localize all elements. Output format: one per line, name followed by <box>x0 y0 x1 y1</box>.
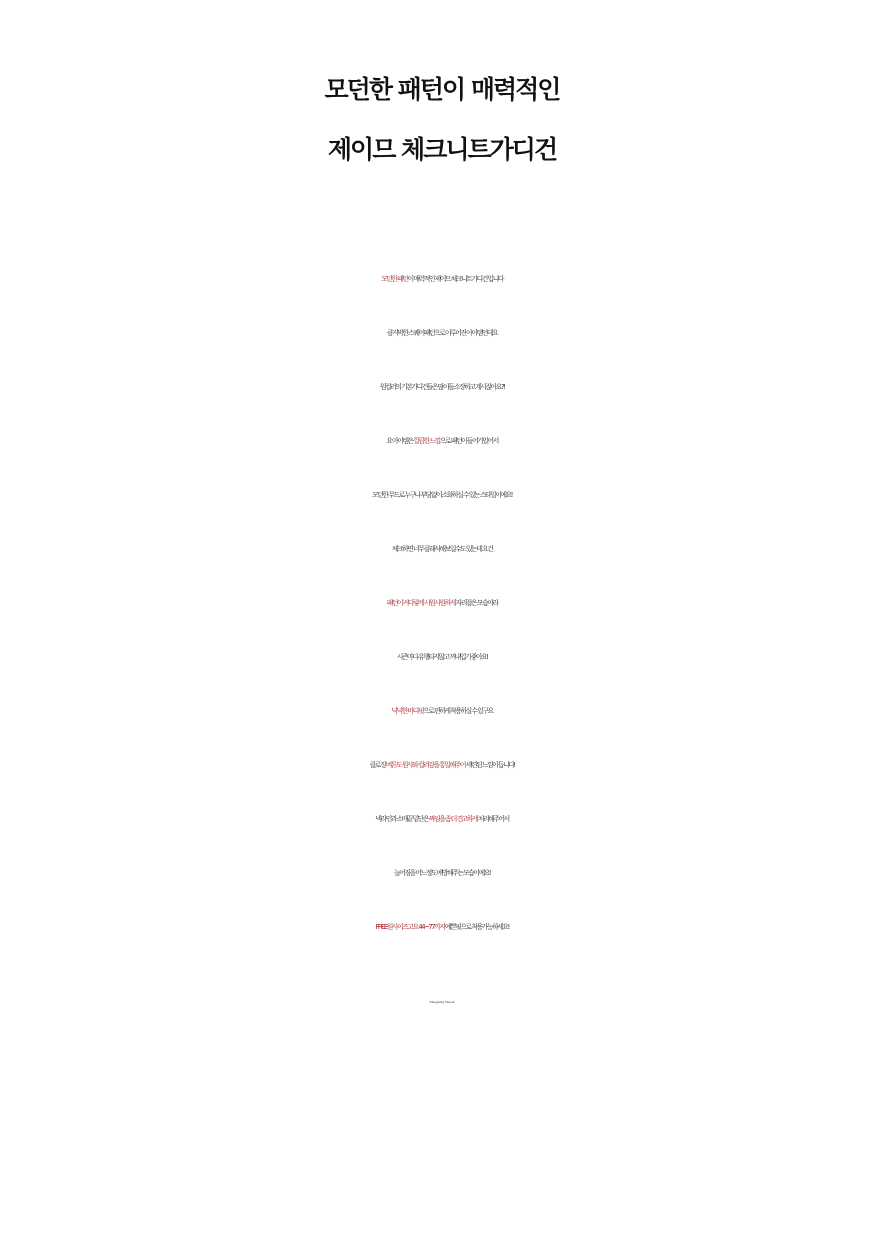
description-text: 체크하면 너무 클래식해보일수도 있는데 요건 <box>391 545 493 553</box>
description-text: 시즌마다 유행타지않고 꺼내입기 좋아요! <box>396 653 488 661</box>
description-line <box>0 420 884 474</box>
description-line <box>0 528 884 582</box>
highlighted-text: 깔끔한 느낌 <box>413 437 440 445</box>
description-line <box>0 744 884 798</box>
description-line <box>0 636 884 690</box>
description-line <box>0 582 884 636</box>
description-text: 처리해주어서 <box>477 815 509 823</box>
product-description <box>0 258 884 960</box>
description-line <box>0 690 884 744</box>
description-text: 요 아이템은 <box>386 437 414 445</box>
highlighted-text: 패턴이 커다랗게 시원시원하게 <box>386 599 455 607</box>
product-title-line-2: 제이므 체크니트가디건 <box>327 135 557 164</box>
description-text: 큼지막한 스퀘어패턴으로 이루어진 아이템인데요 <box>386 329 498 337</box>
description-text: 클로징 <box>369 761 386 769</box>
shopping-check-title: Shopping Check <box>429 1000 455 1004</box>
description-text: 원컬러의 기본가디건들은 많이들 소장하고 계시잖아요?! <box>379 383 505 391</box>
shopping-check-line <box>0 1074 884 1105</box>
description-line <box>0 798 884 852</box>
shopping-check-notice <box>0 1043 884 1136</box>
description-line <box>0 366 884 420</box>
description-text: 예쁜핏으로 착용가능하세요! <box>444 923 509 931</box>
description-text: 으로 편하게 착용하실 수 있구요 <box>423 707 493 715</box>
description-line <box>0 258 884 312</box>
description-text: 넥라인과 소매끝 밑단은 <box>375 815 429 823</box>
highlighted-text: 넉넉한 바디핏 <box>391 707 423 715</box>
description-text: 모던한 무드로 누구나 부담없이 소화하실 수 있는 스타일이예요! <box>372 491 512 499</box>
highlighted-text: 짜임을 좀 더 견고하게 <box>428 815 478 823</box>
description-line <box>0 906 884 960</box>
description-line <box>0 474 884 528</box>
highlighted-text: FREE원사이즈고요 44~77까지 <box>375 923 445 931</box>
description-text: 으로 패턴이 들어가있어서 <box>439 437 498 445</box>
shopping-check-line <box>0 1105 884 1136</box>
highlighted-text: 버튼도 원사와 컬러감을 통일해주어 <box>385 761 465 769</box>
highlighted-text: 모던한 패턴 <box>381 275 408 283</box>
description-text: 세련된 느낌이 듭니다! <box>464 761 515 769</box>
description-text: 늘어짐을 어느정도 예방해주는 모습이예요! <box>394 869 490 877</box>
description-text: 자리잡은 모습이라 <box>454 599 498 607</box>
description-line <box>0 312 884 366</box>
description-text: 이 매력적인 제이므 체크니트가디건 입니다 <box>407 275 503 283</box>
description-line <box>0 852 884 906</box>
product-title-line-1: 모던한 패턴이 매력적인 <box>324 75 560 104</box>
shopping-check-line <box>0 1043 884 1074</box>
